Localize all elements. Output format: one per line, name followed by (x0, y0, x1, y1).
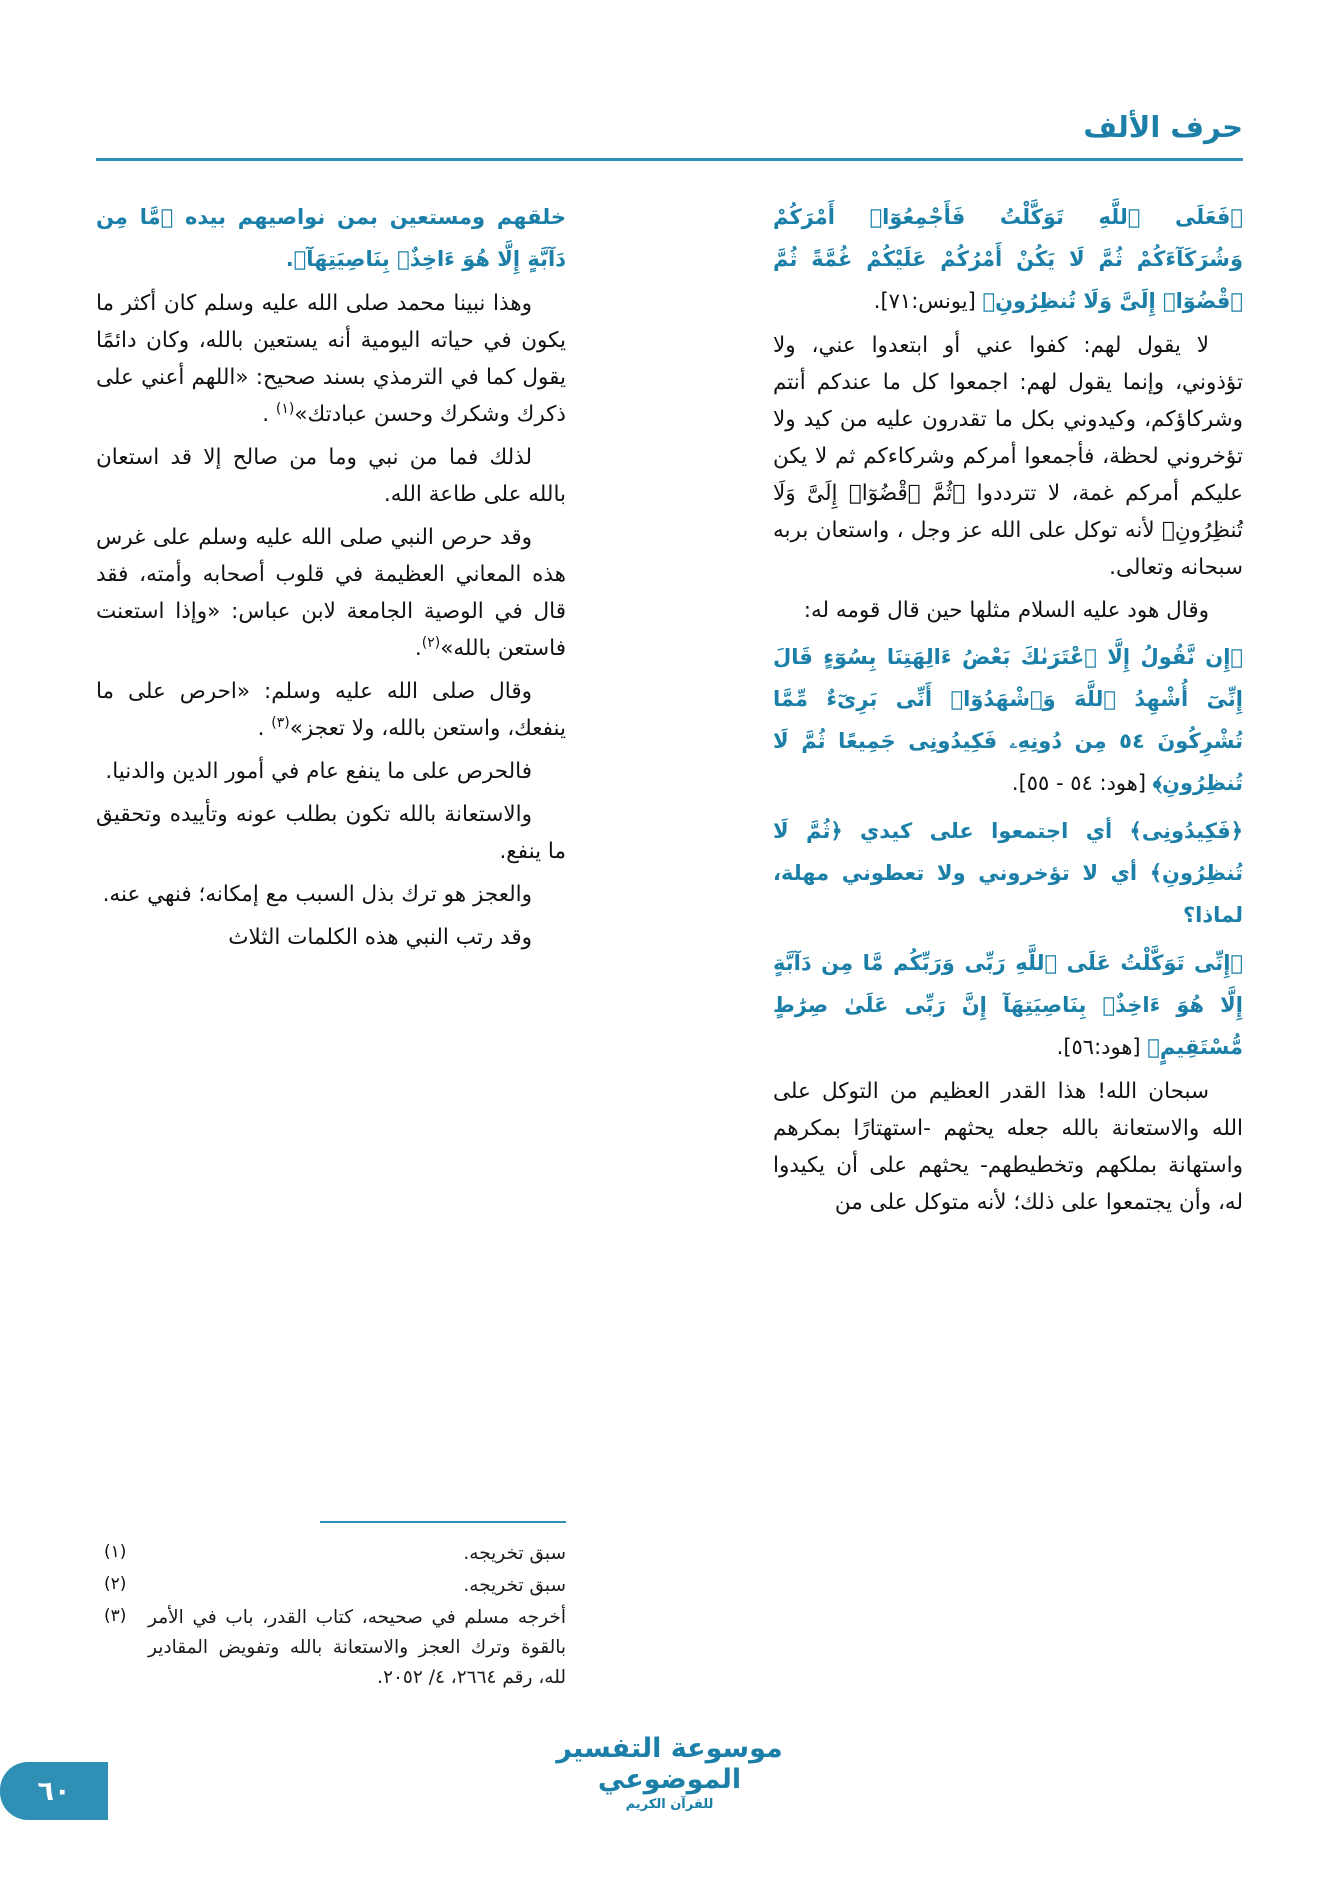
quran-text: ﴿إِنِّى تَوَكَّلْتُ عَلَى ٱللَّهِ رَبِّى وَرَبِّكُم مَّا مِن دَآبَّةٍ إِلَّا هُوَ ءَاخِذٌۢ بِنَاصِيَتِهَآ إِنَّ رَبِّى عَلَىٰ صِرَٰطٍ مُّسْتَقِيمٍ﴾ (773, 950, 1243, 1059)
body-paragraph: وقد رتب النبي هذه الكلمات الثلاث (228, 924, 532, 950)
page-header (96, 110, 1243, 170)
quran-text: ﴿فَعَلَى ٱللَّهِ تَوَكَّلْتُ فَأَجْمِعُوٓا۟ أَمْرَكُمْ وَشُرَكَآءَكُمْ ثُمَّ لَا يَكُنْ أَمْرُكُمْ عَلَيْكُمْ غُمَّةً ثُمَّ ٱقْضُوٓا۟ إِلَىَّ وَلَا تُنظِرُونِ﴾ (773, 205, 1243, 313)
page-title: حرف الألف (1083, 110, 1243, 144)
footnote-text: أخرجه مسلم في صحيحه، كتاب القدر، باب في الأمر بالقوة وترك العجز والاستعانة بالله وتفويض المقادير لله، رقم ٢٦٦٤، ٤/ ٢٠٥٢. (148, 1607, 566, 1689)
page-number-badge: ٦٠ (0, 1762, 108, 1820)
logo-title: موسوعة التفسير الموضوعي (556, 1733, 783, 1795)
footnote-number: (١) (104, 1542, 127, 1563)
logo-subtitle: للقرآن الكريم (625, 1797, 714, 1812)
body-paragraph (96, 520, 566, 668)
footnote-number: (٢) (104, 1574, 127, 1595)
quran-commentary-line: ﴿فَكِيدُونِى﴾ أي اجتمعوا على كيدي ﴿ثُمَّ لَا تُنظِرُونِ﴾ أي لا تؤخروني ولا تعطوني مهلة، لماذا؟ (773, 818, 1243, 927)
paragraph-text: وهذا نبينا محمد صلى الله عليه وسلم كان أكثر ما يكون في حياته اليومية أنه يستعين بالله، وكان دائمًا يقول كما في الترمذي بسند صحيح: «اللهم أعني على ذكرك وشكرك وحسن عبادتك» (96, 291, 566, 428)
verse-reference: [هود:٥٦]. (1056, 1034, 1148, 1059)
footnote-marker-3[interactable]: (٣) (271, 714, 290, 731)
quran-verse-hud-54-55 (773, 636, 1243, 804)
verse-reference: [يونس:٧١]. (873, 289, 983, 313)
body-paragraph: سبحان الله! هذا القدر العظيم من التوكل على الله والاستعانة بالله جعله يحثهم -استهتارًا بمكرهم واستهانة بملكهم وتخطيطهم- يحثهم على أن يكيدوا له، وأن يجتمعوا على ذلك؛ لأنه متوكل على من (773, 1078, 1243, 1215)
footnote-text: سبق تخريجه. (463, 1575, 566, 1597)
body-paragraph: لا يقول لهم: كفوا عني أو ابتعدوا عني، ولا تؤذوني، وإنما يقول لهم: اجمعوا كل ما عندكم أنتم وشركاؤكم، وكيدوني بكل ما تقدرون عليه من كيد ولا تؤخروني لحظة، فأجمعوا أمركم وشركاءكم ثم لا يكن عليكم أمركم غمة، لا تترددوا ﴿ثُمَّ ٱقْضُوٓا۟ إِلَىَّ وَلَا تُنظِرُونِ﴾ لأنه توكل على الله عز وجل ، واستعان بربه سبحانه وتعالى. (773, 333, 1243, 580)
paragraph-tail: . (414, 636, 422, 662)
text-column-right (773, 196, 1243, 1228)
paragraph-tail: . (257, 716, 272, 742)
footnote-text: سبق تخريجه. (463, 1543, 566, 1565)
quran-verse-yunus (773, 196, 1243, 322)
paragraph-text: وقد حرص النبي صلى الله عليه وسلم على غرس هذه المعاني العظيمة في قلوب أصحابه وأمته، فقد قال في الوصية الجامعة لابن عباس: «وإذا استعنت فاستعن بالله» (96, 524, 566, 662)
body-paragraph (96, 286, 566, 434)
footnotes-divider (320, 1521, 566, 1524)
paragraph-tail: . (262, 402, 276, 428)
verse-reference: [هود: ٥٤ - ٥٥]. (1011, 770, 1153, 795)
body-paragraph: فالحرص على ما ينفع عام في أمور الدين والدنيا. (105, 759, 532, 785)
publisher-logo (505, 1733, 835, 1812)
body-paragraph (96, 674, 566, 748)
quran-text: ﴿إِن نَّقُولُ إِلَّا ٱعْتَرَىٰكَ بَعْضُ ءَالِهَتِنَا بِسُوٓءٍ قَالَ إِنِّىٓ أُشْهِدُ ٱللَّهَ وَٱشْهَدُوٓا۟ أَنِّى بَرِىٓءٌ مِّمَّا تُشْرِكُونَ ٥٤ مِن دُونِهِۦ فَكِيدُونِى جَمِيعًا ثُمَّ لَا تُنظِرُونِ﴾ (773, 644, 1243, 795)
footnotes-section (96, 1521, 566, 1695)
footnote-marker-1[interactable]: (١) (275, 400, 295, 417)
quran-verse-hud-56 (773, 942, 1243, 1068)
body-paragraph: وقال هود عليه السلام مثلها حين قال قومه له: (803, 597, 1209, 623)
footnote-item (96, 1571, 566, 1601)
footnote-number: (٣) (104, 1606, 127, 1627)
footnote-item (96, 1539, 566, 1569)
text-column-left (96, 196, 566, 963)
footnote-item (96, 1603, 566, 1693)
body-paragraph: لذلك فما من نبي وما من صالح إلا قد استعان بالله على طاعة الله. (96, 445, 566, 507)
paragraph-text: وقال صلى الله عليه وسلم: «احرص على ما ينفعك، واستعن بالله، ولا تعجز» (96, 679, 566, 742)
body-paragraph: والاستعانة بالله تكون بطلب عونه وتأييده وتحقيق ما ينفع. (96, 802, 566, 865)
body-paragraph: والعجز هو ترك بذل السبب مع إمكانه؛ فنهي عنه. (102, 882, 532, 907)
header-divider (96, 158, 1243, 161)
footnote-marker-2[interactable]: (٢) (421, 634, 441, 651)
quran-inline-paragraph: خلقهم ومستعين بمن نواصيهم بيده ﴿مَّا مِن دَآبَّةٍ إِلَّا هُوَ ءَاخِذٌۢ بِنَاصِيَتِهَآ﴾. (96, 205, 566, 271)
